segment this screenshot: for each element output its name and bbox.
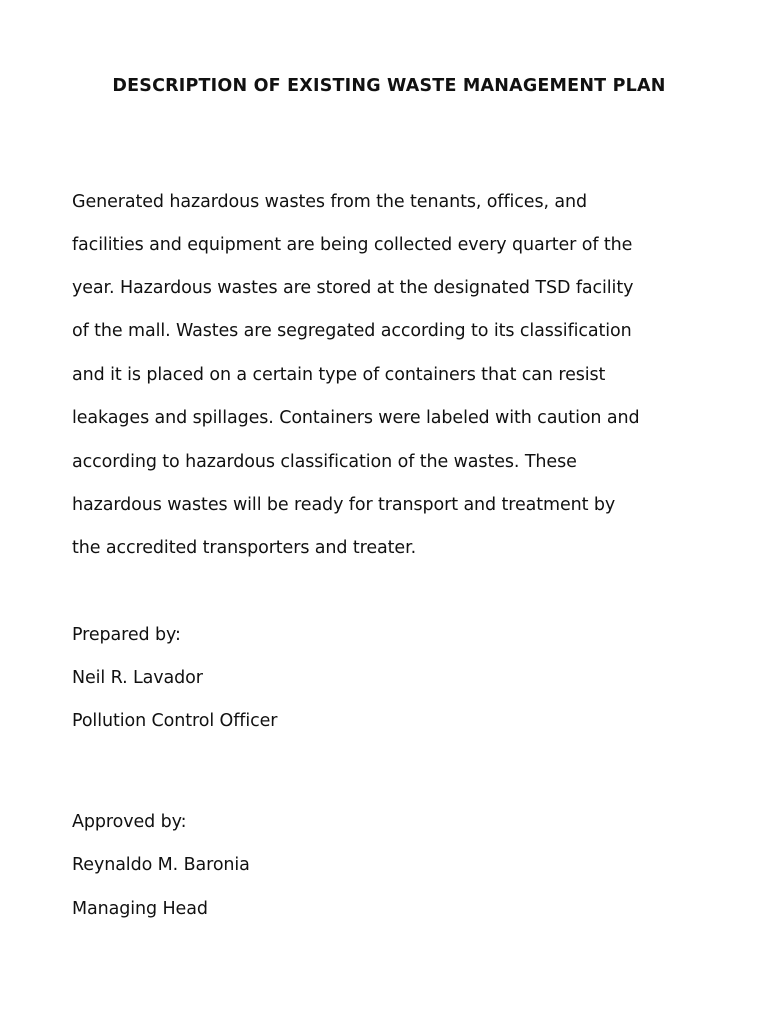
approved-by-label: Approved by: bbox=[72, 812, 187, 832]
body-line: facilities and equipment are being collected every quarter of the bbox=[72, 235, 633, 255]
body-line: of the mall. Wastes are segregated according to its classification bbox=[72, 321, 632, 341]
approver-position: Managing Head bbox=[72, 899, 208, 919]
body-line: the accredited transporters and treater. bbox=[72, 538, 417, 558]
approver-name: Reynaldo M. Baronia bbox=[72, 855, 250, 875]
body-line: Generated hazardous wastes from the tenants, offices, and bbox=[72, 192, 588, 212]
preparer-name: Neil R. Lavador bbox=[72, 668, 203, 688]
body-line: hazardous wastes will be ready for transport and treatment by bbox=[72, 495, 616, 515]
body-line: according to hazardous classification of the wastes. These bbox=[72, 452, 577, 472]
document-title: DESCRIPTION OF EXISTING WASTE MANAGEMENT PLAN bbox=[112, 76, 666, 96]
preparer-position: Pollution Control Officer bbox=[72, 711, 278, 731]
body-line: year. Hazardous wastes are stored at the designated TSD facility bbox=[72, 278, 634, 298]
prepared-by-label: Prepared by: bbox=[72, 625, 181, 645]
body-line: and it is placed on a certain type of containers that can resist bbox=[72, 365, 606, 385]
body-line: leakages and spillages. Containers were labeled with caution and bbox=[72, 408, 640, 428]
